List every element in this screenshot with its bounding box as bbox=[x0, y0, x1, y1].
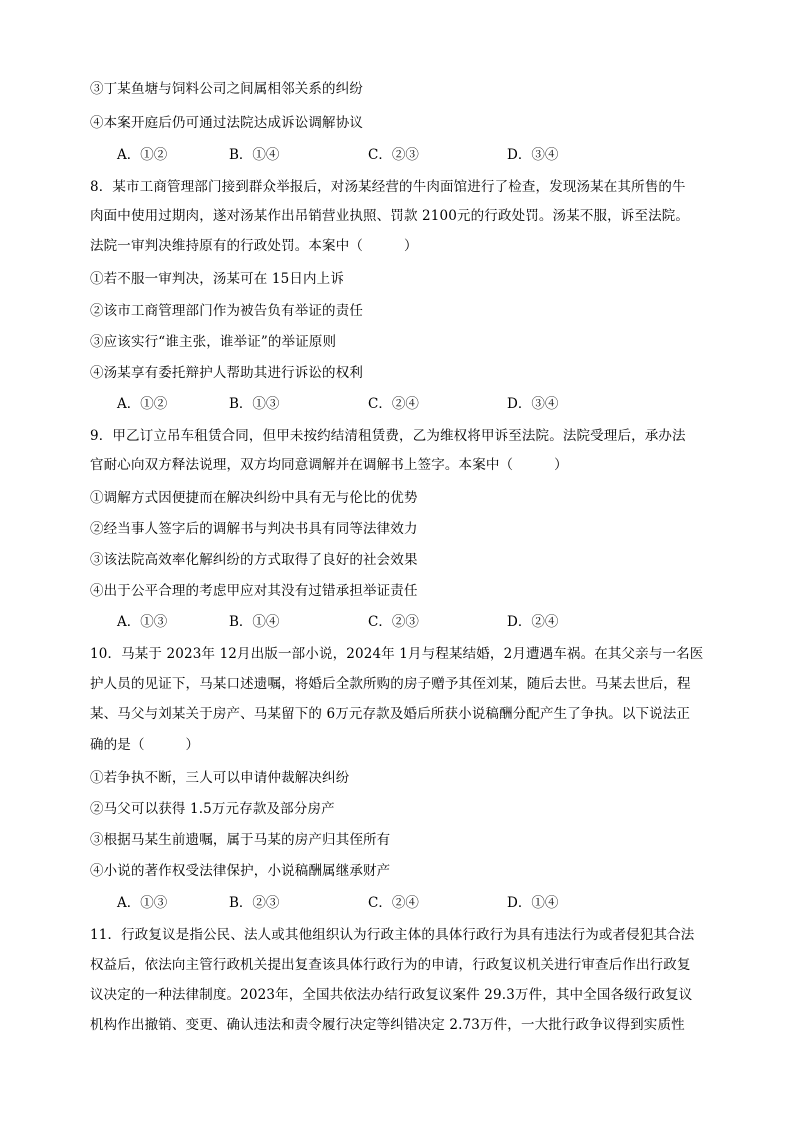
q7-option-c[interactable]: C．②③ bbox=[368, 147, 419, 163]
q8-stem-line-3: 法院一审判决维持原有的行政处罚。本案中（ ） bbox=[90, 238, 418, 254]
q7-item-3: ③丁某鱼塘与饲料公司之间属相邻关系的纠纷 bbox=[90, 81, 363, 97]
q11-stem-line-2: 权益后，依法向主管行政机关提出复查该具体行政行为的申请，行政复议机关进行审查后作出行政复 bbox=[90, 957, 691, 973]
q7-option-a[interactable]: A．①② bbox=[117, 147, 168, 163]
q9-option-a[interactable]: A．①③ bbox=[117, 614, 168, 630]
q10-item-1: ①若争执不断，三人可以申请仲裁解决纠纷 bbox=[90, 770, 350, 786]
q11-stem-line-4: 机构作出撤销、变更、确认违法和责令履行决定等纠错决定 2.73万件，一大批行政争议得到实质性 bbox=[90, 1017, 685, 1033]
q10-stem-line-4: 确的是（ ） bbox=[90, 737, 200, 753]
q10-stem-line-1: 10．马某于 2023年 12月出版一部小说，2024年 1月与程某结婚，2月遭遇车祸。在其父亲与一名医 bbox=[90, 646, 704, 662]
q9-stem-line-2: 官耐心向双方释法说理，双方均同意调解并在调解书上签字。本案中（ ） bbox=[90, 457, 568, 473]
q9-stem-line-1: 9．甲乙订立吊车租赁合同，但甲未按约结清租赁费，乙为维权将甲诉至法院。法院受理后，承办法 bbox=[90, 428, 686, 444]
q10-option-d[interactable]: D．①④ bbox=[507, 895, 559, 911]
q10-option-a[interactable]: A．①③ bbox=[117, 895, 168, 911]
q10-item-2: ②马父可以获得 1.5万元存款及部分房产 bbox=[90, 801, 335, 817]
q9-option-d[interactable]: D．②④ bbox=[507, 614, 559, 630]
q9-option-c[interactable]: C．②③ bbox=[368, 614, 419, 630]
q9-item-4: ④出于公平合理的考虑甲应对其没有过错承担举证责任 bbox=[90, 583, 418, 599]
q9-options bbox=[117, 613, 617, 631]
q8-item-2: ②该市工商管理部门作为被告负有举证的责任 bbox=[90, 303, 363, 319]
q10-item-4: ④小说的著作权受法律保护，小说稿酬属继承财产 bbox=[90, 863, 391, 879]
q11-stem-line-3: 议决定的一种法律制度。2023年，全国共依法办结行政复议案件 29.3万件，其中全国各级行政复议 bbox=[90, 987, 693, 1003]
q9-item-2: ②经当事人签字后的调解书与判决书具有同等法律效力 bbox=[90, 521, 418, 537]
q9-option-b[interactable]: B．①④ bbox=[229, 614, 280, 630]
q10-options bbox=[117, 894, 617, 912]
q10-item-3: ③根据马某生前遗嘱，属于马某的房产归其侄所有 bbox=[90, 832, 391, 848]
q8-option-d[interactable]: D．③④ bbox=[507, 396, 559, 412]
q8-option-a[interactable]: A．①② bbox=[117, 396, 168, 412]
q8-stem-line-2: 肉面中使用过期肉，遂对汤某作出吊销营业执照、罚款 2100元的行政处罚。汤某不服，诉至法院。 bbox=[90, 208, 690, 224]
q8-item-4: ④汤某享有委托辩护人帮助其进行诉讼的权利 bbox=[90, 365, 363, 381]
q8-item-1: ①若不服一审判决，汤某可在 15日内上诉 bbox=[90, 271, 344, 287]
q9-item-1: ①调解方式因便捷而在解决纠纷中具有无与伦比的优势 bbox=[90, 490, 418, 506]
q7-option-b[interactable]: B．①④ bbox=[229, 147, 280, 163]
q8-options bbox=[117, 395, 617, 413]
q8-option-c[interactable]: C．②④ bbox=[368, 396, 419, 412]
q8-stem-line-1: 8．某市工商管理部门接到群众举报后，对汤某经营的牛肉面馆进行了检查，发现汤某在其所售的牛 bbox=[90, 179, 686, 195]
q10-option-b[interactable]: B．②③ bbox=[229, 895, 280, 911]
q11-stem-line-1: 11．行政复议是指公民、法人或其他组织认为行政主体的具体行政行为具有违法行为或者侵犯其合法 bbox=[90, 927, 695, 943]
q9-item-3: ③该法院高效率化解纠纷的方式取得了良好的社会效果 bbox=[90, 552, 418, 568]
q7-item-4: ④本案开庭后仍可通过法院达成诉讼调解协议 bbox=[90, 115, 363, 131]
q10-stem-line-3: 某、马父与刘某关于房产、马某留下的 6万元存款及婚后所获小说稿酬分配产生了争执。以下说法正 bbox=[90, 706, 691, 722]
q7-options bbox=[117, 146, 617, 164]
q10-option-c[interactable]: C．②④ bbox=[368, 895, 419, 911]
q8-item-3: ③应该实行“谁主张，谁举证”的举证原则 bbox=[90, 334, 337, 350]
q8-option-b[interactable]: B．①③ bbox=[229, 396, 280, 412]
q7-option-d[interactable]: D．③④ bbox=[507, 147, 559, 163]
q10-stem-line-2: 护人员的见证下，马某口述遗嘱，将婚后全款所购的房子赠予其侄刘某，随后去世。马某去世后，程 bbox=[90, 676, 691, 692]
